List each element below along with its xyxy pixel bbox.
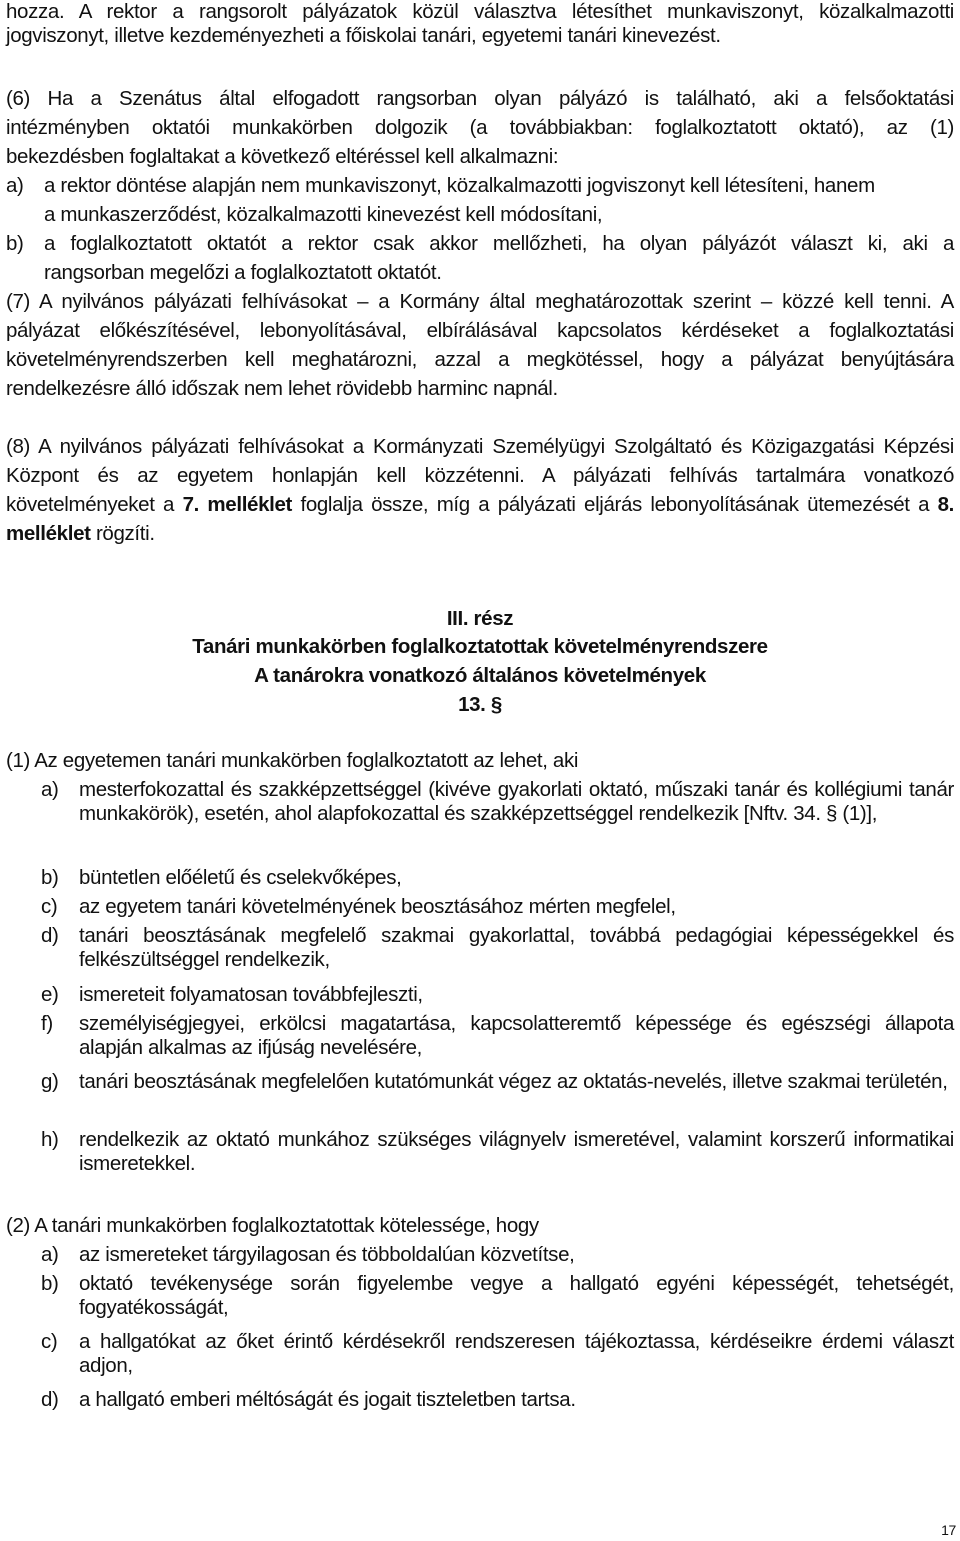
text-line: pályázat előkészítésével, lebonyolításával, elbírálásával kapcsolatos kérdéseket a foglalkoztatási [6,319,954,342]
list-item-text: az egyetem tanári követelményének beosztásához mérten megfelel, [79,895,676,918]
text-line: (7) A nyilvános pályázati felhívásokat – a Kormány által meghatározottak szerint – közzé kell tenni. A [6,290,954,313]
text-line [6,493,954,517]
text-line: (6) Ha a Szenátus által elfogadott rangsorban olyan pályázó is található, aki a felsőoktatási [6,87,954,110]
text-line: követelményrendszerben kell meghatározni, azzal a megkötéssel, hogy a pályázat benyújtására [6,348,954,371]
text-line: jogviszonyt, illetve kezdeményezheti a főiskolai tanári, egyetemi tanári kinevezést. [6,24,721,47]
list-label: a) [41,778,59,801]
list-item-text: a munkaszerződést, közalkalmazotti kinevezést kell módosítani, [44,203,603,226]
section-title: Tanári munkakörben foglalkoztatottak követelményrendszere [192,635,768,658]
part-heading: III. rész [446,607,514,630]
list-label: b) [6,232,24,255]
list-item-text: rendelkezik az oktató munkához szükséges világnyelv ismeretével, valamint korszerű informatikai ismeretekkel. [79,1128,954,1175]
page-number: 17 [941,1522,956,1538]
text-line: hozza. A rektor a rangsorolt pályázatok közül választva létesíthet munkaviszonyt, közalkalmazotti [6,0,954,23]
annex-reference: 7. melléklet [182,493,293,516]
section-subtitle: A tanárokra vonatkozó általános követelmények [254,664,706,687]
text-line: (8) A nyilvános pályázati felhívásokat a Kormányzati Személyügyi Szolgáltató és Közigazgatási Képzési [6,435,954,458]
list-item-text: a hallgatókat az őket érintő kérdésekről rendszeresen tájékoztassa, kérdéseikre érdemi választ adjon, [79,1330,954,1377]
paragraph-number: 13. § [458,693,502,716]
text-span: követelményeket a [6,493,183,516]
list-item-text: személyiségjegyei, erkölcsi magatartása, kapcsolatteremtő képessége és egészségi állapota alapján alkalmas az ifjúság nevelésére, [79,1012,954,1059]
text-line: (1) Az egyetemen tanári munkakörben foglalkoztatott az lehet, aki [6,749,579,772]
list-label: d) [41,924,59,947]
list-label: c) [41,895,58,918]
list-label: e) [41,983,59,1006]
list-item-text: tanári beosztásának megfelelő szakmai gyakorlattal, továbbá pedagógiai képességekkel és felkészültséggel rendelkezik, [79,924,954,971]
list-item-text: a rektor döntése alapján nem munkaviszonyt, közalkalmazotti jogviszonyt kell létesíteni, hanem [44,174,875,197]
list-label: a) [41,1243,59,1266]
list-label: b) [41,866,59,889]
list-item-text: az ismereteket tárgyilagosan és többoldalúan közvetítse, [79,1243,575,1266]
list-item-text: büntetlen előéletű és cselekvőképes, [79,866,402,889]
list-label: d) [41,1388,59,1411]
list-item-text: a hallgató emberi méltóságát és jogait tiszteletben tartsa. [79,1388,576,1411]
text-line [6,522,155,546]
list-item-text: mesterfokozattal és szakképzettséggel (kivéve gyakorlati oktató, műszaki tanár és kollégiumi tanár munkakörök), esetén, ahol alapfokozattal és szakképzettséggel rendelkezik [Nftv. 34. § (1)], [79,778,954,825]
list-item-text: rangsorban megelőzi a foglalkoztatott oktatót. [44,261,442,284]
list-item-text: tanári beosztásának megfelelően kutatómunkát végez az oktatás-nevelés, illetve szakmai területén, [79,1070,948,1093]
text-span: rögzíti. [90,522,155,545]
list-label: h) [41,1128,59,1151]
list-label: b) [41,1272,59,1295]
list-item-text: oktató tevékenysége során figyelembe vegye a hallgató egyéni képességét, tehetségét, fogyatékosságát, [79,1272,954,1319]
text-line: Központ és az egyetem honlapján kell közzétenni. A pályázati felhívás tartalmára vonatkozó [6,464,954,487]
list-label: c) [41,1330,58,1353]
text-line: (2) A tanári munkakörben foglalkoztatottak kötelessége, hogy [6,1214,539,1237]
text-span: foglalja össze, míg a pályázati eljárás lebonyolításának ütemezését a [292,493,938,516]
list-label: a) [6,174,24,197]
list-item-text: a foglalkoztatott oktatót a rektor csak akkor mellőzheti, ha olyan pályázót választ ki, aki a [44,232,954,255]
text-line: rendelkezésre álló időszak nem lehet rövidebb harminc napnál. [6,377,558,400]
annex-reference: 8. [937,493,954,516]
text-line: intézményben oktatói munkakörben dolgozik (a továbbiakban: foglalkoztatott oktató), az (1) [6,116,954,139]
annex-reference: melléklet [6,522,91,545]
list-label: g) [41,1070,59,1093]
list-label: f) [41,1012,53,1035]
text-line: bekezdésben foglaltakat a következő eltéréssel kell alkalmazni: [6,145,559,168]
list-item-text: ismereteit folyamatosan továbbfejleszti, [79,983,423,1006]
